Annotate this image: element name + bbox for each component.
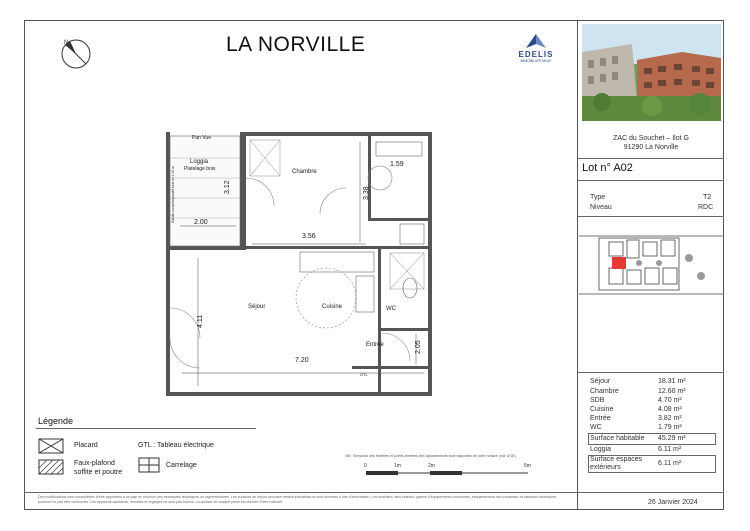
key-plan (579, 228, 723, 300)
surface-habitable-value: 45.29 m² (658, 435, 686, 442)
surface-row (590, 415, 722, 424)
carrelage-swatch (138, 457, 160, 473)
compass-icon (58, 36, 94, 72)
divider (578, 372, 724, 373)
gtl-label: GTL (360, 372, 368, 377)
loggia-value: 6.11 m² (658, 446, 682, 453)
floor-plan (160, 128, 440, 400)
scale-bar (362, 468, 532, 478)
page-title: LA NORVILLE (226, 33, 366, 56)
surface-row (590, 406, 722, 415)
surface-row (590, 388, 722, 397)
kitchen-hob (356, 276, 374, 312)
surface-row (590, 378, 722, 387)
lot-number: Lot n° A02 (582, 162, 633, 174)
address-line-2: 91290 La Norville (623, 144, 679, 151)
shower (400, 224, 424, 244)
divider (578, 216, 724, 217)
loggia-side-note: Garde-corps/séparatif bois h=1.10 m (171, 166, 175, 223)
surface-value: 4.08 m² (658, 406, 682, 413)
legend-gtl: GTL : Tableau électrique (138, 442, 214, 449)
footer-disclaimer: Des modifications sont susceptibles d'être apportées à ce plan en fonction des nécessités techniques ou réglementaires. Les surfaces du séjour-sécurisé restent indicatives et sont données à titre d'information. Les mobiliers, faux-plafond, gaines d'équipements communes, emplacements des caniveaux et tableaux électriques pourront ne pas être conformes. Les appareils sanitaires, meubles et réglages ne sont pas fournis. La surface de chaque pièce est donnée à titre indicatif. (38, 495, 557, 504)
pan-vue-label: Pan Vue (192, 135, 211, 141)
loggia-row (590, 446, 722, 455)
divider (36, 428, 256, 429)
scale-note: NB : Sensorial des fenêtres et portes-fenêtres des appartements sont rapportes de votre notaire (voir UGE). (345, 454, 517, 458)
wall (240, 132, 246, 250)
building-photo (582, 24, 721, 121)
entree-label: Entrée (366, 342, 384, 348)
surface-value: 1.79 m² (658, 424, 682, 431)
loggia-sub-label: Platelage bois (184, 166, 216, 172)
surface-label: Entrée (590, 415, 611, 422)
surface-label: Séjour (590, 378, 611, 385)
legend-faux-plafond: Faux-plafond soffite et poutre (74, 460, 123, 476)
wc-label: WC (386, 306, 396, 312)
wall (352, 366, 428, 369)
wall (166, 392, 432, 396)
dim-205: 2.05 (415, 340, 422, 354)
divider (24, 492, 724, 493)
bathtub (376, 142, 422, 156)
wall (378, 328, 428, 331)
wall (428, 132, 432, 396)
divider (578, 158, 724, 159)
faux-plafond-swatch (38, 459, 64, 475)
legend-placard: Placard (74, 442, 98, 449)
surface-row (590, 424, 722, 433)
wall (166, 132, 170, 396)
surface-label: Cuisine (590, 406, 614, 413)
wall (166, 246, 240, 250)
dim-159: 1.59 (390, 161, 404, 168)
address-block (578, 134, 724, 152)
dim-200: 2.00 (194, 219, 208, 226)
niveau-value: RDC (698, 204, 714, 211)
right-panel-divider (577, 20, 578, 510)
chambre-label: Chambre (292, 169, 317, 175)
divider (578, 180, 724, 181)
surface-label: WC (590, 424, 602, 431)
surface-value: 12.60 m² (658, 388, 686, 395)
dim-720: 7.20 (295, 357, 309, 364)
wall (240, 132, 432, 136)
surface-value: 4.70 m² (658, 397, 682, 404)
scale-1m: 1m (394, 463, 401, 469)
surface-value: 3.82 m² (658, 415, 682, 422)
address-line-1: ZAC du Souchet – Ilot G (613, 135, 689, 142)
logo-brand: EDELIS (518, 50, 554, 59)
niveau-label: Niveau (590, 204, 612, 211)
wall (246, 246, 428, 249)
scale-2m: 2m (428, 463, 435, 469)
dim-338: 3.38 (363, 186, 370, 200)
document-date: 26 Janvier 2024 (648, 499, 698, 506)
surface-label: SDB (590, 397, 605, 404)
wall (378, 249, 381, 392)
legend-title: Légende (38, 416, 74, 426)
dim-312: 3.12 (224, 180, 231, 194)
logo-sub: IMMOBILIER NEUF (520, 59, 552, 63)
legend-carrelage: Carrelage (166, 462, 197, 469)
surface-value: 18.31 m² (658, 378, 686, 385)
logo-mark-icon (512, 32, 560, 52)
surface-label: Chambre (590, 388, 619, 395)
type-label: Type (590, 194, 606, 201)
scale-0: 0 (364, 463, 367, 469)
surface-habitable-row (590, 435, 722, 444)
surface-row (590, 397, 722, 406)
lot-highlight (612, 257, 626, 269)
edelis-logo (512, 32, 560, 68)
dim-411: 4.11 (197, 314, 204, 328)
wall (368, 136, 371, 218)
surface-ext-value: 6.11 m² (658, 460, 682, 467)
loggia-label: Loggia (590, 446, 612, 453)
loggia-room-label: Loggia (190, 159, 209, 165)
cuisine-label: Cuisine (322, 304, 343, 310)
toilet (403, 278, 417, 298)
compass-label: N (64, 40, 69, 46)
dim-356: 3.56 (302, 233, 316, 240)
surface-ext-label: Surface espaces extérieurs (590, 456, 643, 471)
surface-habitable-label: Surface habitable (590, 435, 645, 442)
placard-swatch (38, 438, 64, 454)
sejour-label: Séjour (248, 304, 266, 310)
kitchen-counter (300, 252, 374, 272)
wall (368, 218, 428, 221)
scale-5m: 5m (524, 463, 531, 469)
type-value: T2 (703, 194, 712, 201)
